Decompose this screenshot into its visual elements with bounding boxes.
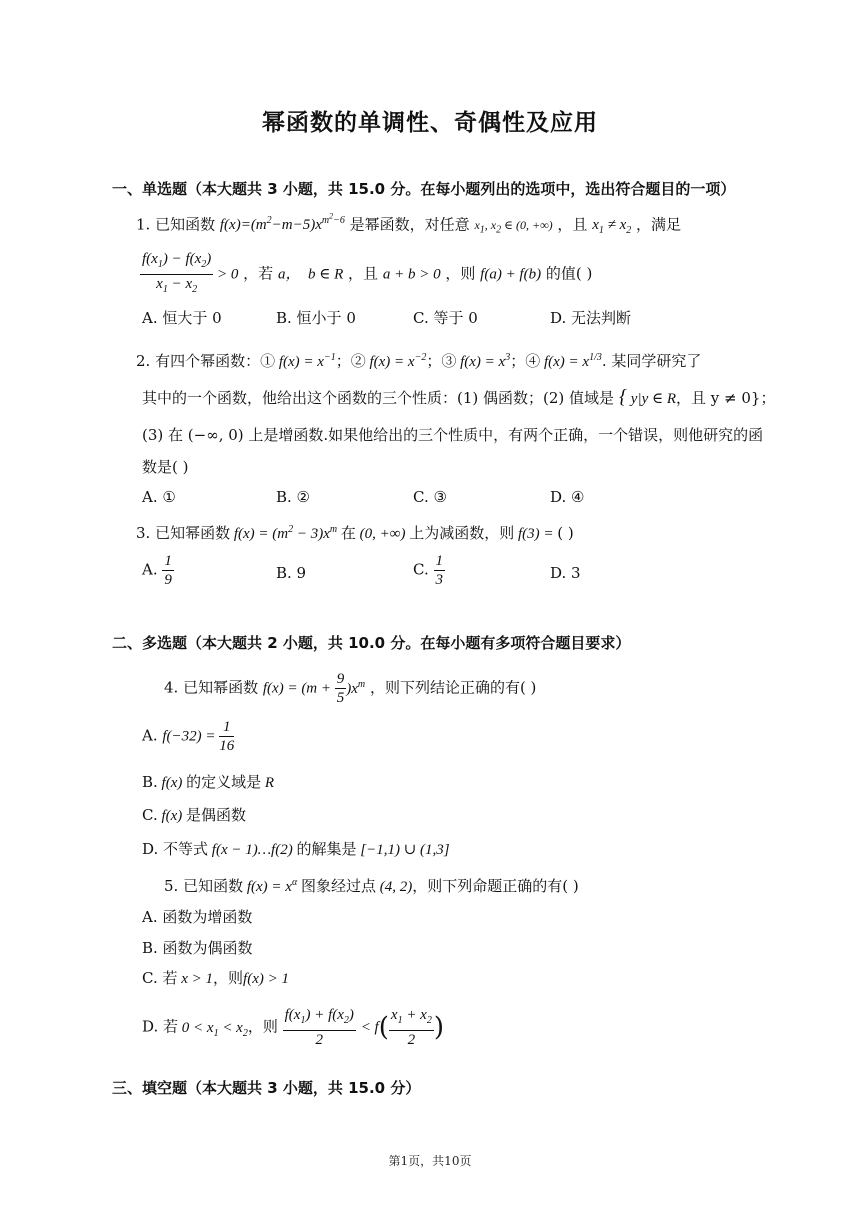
q1-formula: f(a) + f(b) [480,266,542,283]
q1-option-a[interactable]: A. 恒大于 0 [142,309,222,327]
q3-text: ( ) [557,524,574,542]
q4-option-c[interactable]: C. f(x) 是偶函数 [142,806,247,824]
section-heading-single-choice: 一、单选题（本大题共 3 小题，共 15.0 分。在每小题列出的选项中，选出符合题目的一项） [112,180,736,198]
q2-option-a[interactable]: A. ① [142,488,176,506]
question-1-line-1 [136,207,681,241]
question-2-line-4: 数是( ) [142,458,189,476]
q3-option-d[interactable]: D. 3 [550,564,581,582]
q4-option-b[interactable]: B. f(x) 的定义域是 R [142,773,275,791]
q1-text: ，若 [243,264,274,283]
q2-text: . 某同学研究了 [601,352,702,370]
q4-option-d[interactable]: D. 不等式 f(x − 1)…f(2) 的解集是 [−1,1) ∪ (1,3] [142,840,450,858]
q1-text: 的值( ) [545,264,593,283]
q3-text: 在 [340,524,356,542]
q3-option-a[interactable]: A. $\frac{1}{9}$ [142,553,172,588]
q1-option-c[interactable]: C. 等于 0 [413,309,478,327]
q2-option-b[interactable]: B. ② [276,488,311,506]
q1-option-d[interactable]: D. 无法判断 [550,309,632,327]
q3-text: 上为减函数，则 [409,524,515,542]
q1-fraction: $\frac{f(x_1) - f(x_2)}{x_1 - x_2}$ [142,251,212,295]
q1-formula: $x_1$, $x_2$ ∈ (0, +∞) [474,218,553,236]
q5-option-b[interactable]: B. 函数为偶函数 [142,939,253,957]
q1-formula: a + b > 0 [382,266,441,283]
q2-text: 2. 有四个幂函数：① [136,352,276,370]
q1-text: ，且 [348,264,379,283]
q2-option-d[interactable]: D. ④ [550,488,585,506]
q2-text: ，且 y ≠ 0}； [676,389,776,407]
question-2-line-1: 2. 有四个幂函数：① $f(x) = x^{-1}$；② $f(x) = x^{-2}$；③ $f(x) = x^3$；④ $f(x) = x^{1/3}$. 某同学研究了 [136,352,702,370]
q1-text: 是幂函数，对任意 [349,215,470,234]
q5-text: 5. 已知函数 [164,877,244,895]
question-2-line-2: 其中的一个函数，他给出这个函数的三个性质：(1) 偶函数；(2) 值域是 { y|y ∈ R，且 y ≠ 0}； [142,386,776,408]
question-2-line-3: (3) 在 (−∞, 0) 上是增函数.如果他给出的三个性质中，有两个正确，一个错误，则他研究的函 [142,426,764,444]
q1-text: ，满足 [636,215,682,234]
question-3: 3. 已知幂函数 $f(x) = (m^2 - 3)x^m$ 在 (0, +∞) 上为减函数，则 f(3) = ( ) [136,524,574,542]
q1-formula: a， b ∈ R [277,266,344,283]
question-5: 5. 已知函数 $f(x) = x^\alpha$ 图象经过点 (4, 2)，则下列命题正确的有( ) [164,877,579,895]
q5-option-c[interactable]: C. 若 x > 1，则f(x) > 1 [142,969,289,987]
q4-option-a[interactable]: A. f(−32) = $\frac{1}{16}$ [142,719,235,754]
q4-text: 4. 已知幂函数 [164,678,259,697]
page-title: 幂函数的单调性、奇偶性及应用 [262,110,598,136]
q2-option-c[interactable]: C. ③ [413,488,447,506]
q1-formula: $f(x)=(m^2-m-5)x^{m^2-6}$ [219,212,345,234]
question-4: 4. 已知幂函数 f(x) = (m + $\frac{9}{5}$ )$x^m$ ，则下列结论正确的有( ) [164,671,537,706]
q5-option-a[interactable]: A. 函数为增函数 [142,908,253,926]
q2-text: 其中的一个函数，他给出这个函数的三个性质：(1) 偶函数；(2) 值域是 [142,389,615,407]
q5-text: 图象经过点 [300,877,376,895]
section-heading-multi-choice: 二、多选题（本大题共 2 小题，共 10.0 分。在每小题有多项符合题目要求） [112,634,631,652]
q3-option-b[interactable]: B. 9 [276,564,307,582]
q3-text: 3. 已知幂函数 [136,524,231,542]
q5-option-d[interactable]: D. 若 $0 < x_1 < x_2$，则 $\frac{f(x_1) + f(x_2)}{2}$ < f( $\frac{x_1 + x_2}{2}$ ) [142,1007,444,1048]
q5-text: ，则下列命题正确的有( ) [412,877,579,895]
q1-text: 1. 已知函数 [136,215,216,234]
q3-option-c[interactable]: C. $\frac{1}{3}$ [413,553,443,588]
q1-option-b[interactable]: B. 恒小于 0 [276,309,356,327]
question-1-line-2: $\frac{f(x_1) - f(x_2)}{x_1 - x_2}$ > 0 ，若 a， b ∈ R ，且 a + b > 0 ，则 f(a) + f(b) 的值( ) [140,250,592,299]
q4-text: ，则下列结论正确的有( ) [369,678,537,697]
q1-text: ，且 [557,215,588,234]
q1-text: ，则 [445,264,476,283]
section-heading-fill-in: 三、填空题（本大题共 3 小题，共 15.0 分） [112,1079,421,1097]
q1-formula: $x_1 \ne x_2$ [592,217,632,237]
page-footer: 第1页，共10页 [388,1154,472,1168]
